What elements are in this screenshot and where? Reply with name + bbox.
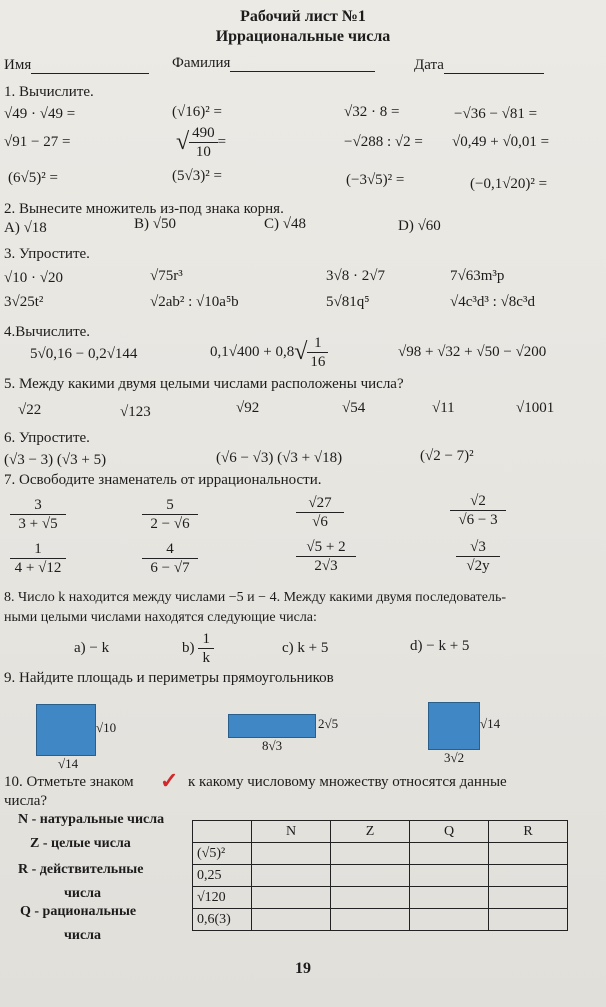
s7-fraction xyxy=(142,496,198,533)
checkmark-icon: ✓ xyxy=(160,768,179,793)
answer-cell[interactable] xyxy=(410,887,489,909)
row-label: 0,6(3) xyxy=(193,909,252,931)
s1-item: √32 · 8 = xyxy=(344,104,400,120)
frac-den: 4 + √12 xyxy=(14,560,62,576)
frac-den: 16 xyxy=(310,354,326,370)
table-header-row xyxy=(193,821,568,843)
surname-label: Фамилия xyxy=(172,55,231,71)
row-label: 0,25 xyxy=(193,865,252,887)
s1-item: (6√5)² = xyxy=(8,170,58,186)
answer-cell[interactable] xyxy=(489,909,568,931)
s1-item-fraction: √ $\frac{490}{10}$ = xyxy=(176,125,227,160)
answer-cell[interactable] xyxy=(489,843,568,865)
set-def-q: Q - рациональные xyxy=(20,904,137,919)
s3-item: 3√8 · 2√7 xyxy=(326,268,385,284)
s4-item: 5√0,16 − 0,2√144 xyxy=(30,346,138,362)
answer-cell[interactable] xyxy=(331,865,410,887)
s8-item-fraction xyxy=(182,630,214,667)
s3-item: √75r³ xyxy=(150,268,183,284)
answer-cell[interactable] xyxy=(331,843,410,865)
name-line xyxy=(31,59,149,74)
s4-item-fraction: 0,1√400 + 0,8√ $\frac{1}{16}$ xyxy=(210,334,328,371)
s8-b-prefix: b) xyxy=(182,639,195,656)
s10-line2: числа? xyxy=(4,793,48,809)
answer-cell[interactable] xyxy=(252,909,331,931)
col-header-z: Z xyxy=(331,821,410,843)
frac-num: √27 xyxy=(296,494,344,513)
answer-cell[interactable] xyxy=(252,843,331,865)
frac-num: 490 xyxy=(189,124,218,143)
s10-line1b: к какому числовому множеству относятся данные xyxy=(188,774,507,790)
name-label: Имя xyxy=(4,57,32,73)
rectangle-1 xyxy=(36,704,96,756)
col-header-q: Q xyxy=(410,821,489,843)
frac-num: 1 xyxy=(307,334,328,353)
s2-item: D) √60 xyxy=(398,218,441,234)
surname-line xyxy=(230,57,375,72)
frac-den: √6 xyxy=(312,514,328,530)
s3-item: 3√25t² xyxy=(4,294,44,310)
table-row xyxy=(193,865,568,887)
frac-den: 3 + √5 xyxy=(18,516,58,532)
s7-fraction xyxy=(142,540,198,577)
date-line xyxy=(444,59,544,74)
set-def-q-cont: числа xyxy=(64,928,102,943)
s8-item: c) k + 5 xyxy=(282,640,329,656)
rect1-bottom-label: √14 xyxy=(58,756,79,771)
s1-item: (−0,1√20)² = xyxy=(470,176,548,192)
s4-b-prefix: 0,1√400 + 0,8 xyxy=(210,343,295,360)
frac-num: √2 xyxy=(450,492,506,511)
s5-title: 5. Между какими двумя целыми числами расположены числа? xyxy=(4,376,404,392)
frac-den: 2 − √6 xyxy=(150,516,190,532)
s3-item: 7√63m³p xyxy=(450,268,505,284)
s8-item: a) − k xyxy=(74,640,110,656)
s7-fraction xyxy=(10,540,66,577)
frac-den: 2√3 xyxy=(314,558,338,574)
answer-cell[interactable] xyxy=(252,887,331,909)
frac-num: 4 xyxy=(142,540,198,559)
answer-cell[interactable] xyxy=(331,887,410,909)
set-def-r: R - действительные xyxy=(18,862,144,877)
s6-title: 6. Упростите. xyxy=(4,430,90,446)
number-set-table xyxy=(192,820,568,931)
page-number: 19 xyxy=(295,960,311,977)
s5-item: √54 xyxy=(342,400,366,416)
table-row xyxy=(193,843,568,865)
frac-num: 3 xyxy=(10,496,66,515)
frac-num: √5 + 2 xyxy=(296,538,356,557)
frac-num: √3 xyxy=(456,538,500,557)
rectangle-2 xyxy=(228,714,316,738)
s7-fraction xyxy=(450,492,506,529)
s3-item: 5√81q⁵ xyxy=(326,294,370,310)
frac-num: 1 xyxy=(10,540,66,559)
s8-item: d) − k + 5 xyxy=(410,638,470,654)
s5-item: √1001 xyxy=(516,400,555,416)
s3-item: √2ab² : √10a⁵b xyxy=(150,294,239,310)
frac-den: √2y xyxy=(466,558,490,574)
s7-fraction xyxy=(296,538,356,575)
row-label: √120 xyxy=(193,887,252,909)
rect2-side-label: 2√5 xyxy=(318,716,339,731)
s2-item: B) √50 xyxy=(134,216,176,232)
s3-item: √10 · √20 xyxy=(4,270,63,286)
answer-cell[interactable] xyxy=(331,909,410,931)
answer-cell[interactable] xyxy=(410,865,489,887)
worksheet-title: Рабочий лист №1 xyxy=(240,8,366,25)
equals: = xyxy=(217,133,227,150)
s8-line1: 8. Число k находится между числами −5 и − 4. Между какими двумя последователь- xyxy=(4,590,506,605)
date-field[interactable] xyxy=(414,57,544,74)
frac-den: k xyxy=(202,650,210,666)
s8-line2: ными целыми числами находятся следующие числа: xyxy=(4,610,317,625)
s1-item: √49 · √49 = xyxy=(4,106,76,122)
s10-line1a: 10. Отметьте знаком xyxy=(4,774,134,790)
s6-item: (√3 − 3) (√3 + 5) xyxy=(4,452,107,468)
answer-cell[interactable] xyxy=(252,865,331,887)
set-def-r-cont: числа xyxy=(64,886,102,901)
s2-item: C) √48 xyxy=(264,216,306,232)
frac-den: √6 − 3 xyxy=(458,512,498,528)
rectangle-3 xyxy=(428,702,480,750)
name-field[interactable] xyxy=(4,57,149,74)
s7-title: 7. Освободите знаменатель от иррациональности. xyxy=(4,472,322,488)
s7-fraction xyxy=(296,494,344,531)
answer-cell[interactable] xyxy=(489,865,568,887)
table-row xyxy=(193,887,568,909)
rect2-bottom-label: 8√3 xyxy=(262,738,283,753)
rect3-side-label: √14 xyxy=(480,716,501,731)
s1-item: −√36 − √81 = xyxy=(454,106,538,122)
col-header-n: N xyxy=(252,821,331,843)
answer-cell[interactable] xyxy=(410,909,489,931)
rect3-bottom-label: 3√2 xyxy=(444,750,465,765)
s1-item: √0,49 + √0,01 = xyxy=(452,134,550,150)
s6-item: (√6 − √3) (√3 + √18) xyxy=(216,450,343,466)
set-def-n: N - натуральные числа xyxy=(18,812,165,827)
s5-item: √92 xyxy=(236,400,260,416)
worksheet-subtitle: Иррациональные числа xyxy=(215,28,391,45)
table-corner-cell xyxy=(193,821,252,843)
s4-item: √98 + √32 + √50 − √200 xyxy=(398,344,547,360)
frac-num: 5 xyxy=(142,496,198,515)
frac-num: 1 xyxy=(198,630,214,649)
table-row xyxy=(193,909,568,931)
col-header-r: R xyxy=(489,821,568,843)
surname-field[interactable] xyxy=(172,55,375,72)
answer-cell[interactable] xyxy=(410,843,489,865)
s1-item: √91 − 27 = xyxy=(4,134,71,150)
answer-cell[interactable] xyxy=(489,887,568,909)
s1-item: −√288 : √2 = xyxy=(344,134,423,150)
s6-item: (√2 − 7)² xyxy=(420,448,474,464)
s2-item: A) √18 xyxy=(4,220,47,236)
s5-item: √22 xyxy=(18,402,42,418)
frac-den: 6 − √7 xyxy=(150,560,190,576)
s1-title: 1. Вычислите. xyxy=(4,84,94,100)
row-label: (√5)² xyxy=(193,843,252,865)
s2-title: 2. Вынесите множитель из-под знака корня. xyxy=(4,201,284,217)
rect1-side-label: √10 xyxy=(96,720,117,735)
s3-item: √4c³d³ : √8c³d xyxy=(450,294,535,310)
s9-title: 9. Найдите площадь и периметры прямоугольников xyxy=(4,670,334,686)
s1-item: (√16)² = xyxy=(172,104,222,120)
set-def-z: Z - целые числа xyxy=(30,836,131,851)
s1-item: (−3√5)² = xyxy=(346,172,405,188)
s5-item: √123 xyxy=(120,404,151,420)
s1-item: (5√3)² = xyxy=(172,168,222,184)
frac-den: 10 xyxy=(195,144,211,160)
date-label: Дата xyxy=(414,57,444,73)
s7-fraction xyxy=(10,496,66,533)
s5-item: √11 xyxy=(432,400,455,416)
s7-fraction xyxy=(456,538,500,575)
s4-title: 4.Вычислите. xyxy=(4,324,91,340)
s3-title: 3. Упростите. xyxy=(4,246,90,262)
